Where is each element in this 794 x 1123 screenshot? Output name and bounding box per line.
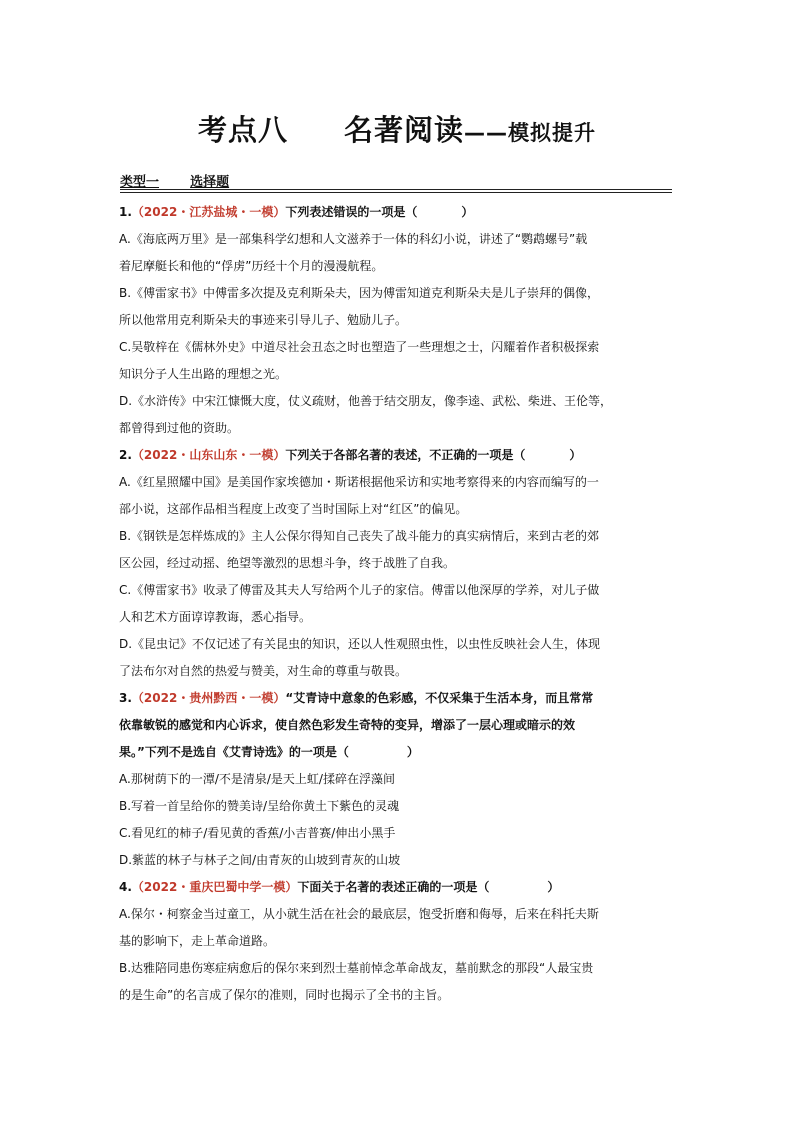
question-text: 下列关于各部名著的表述，不正确的一项是（ bbox=[285, 448, 526, 462]
answer-paren-close: ） bbox=[569, 448, 582, 462]
answer-paren-close: ） bbox=[406, 745, 419, 759]
question-number: 1. bbox=[119, 205, 132, 219]
question-text-cont: 依靠敏锐的感觉和内心诉求，使自然色彩发生奇特的变异，增添了一层心理或暗示的效 bbox=[119, 718, 576, 732]
title-part-3: ——模拟提升 bbox=[464, 121, 597, 145]
option-line: B.《傅雷家书》中傅雷多次提及克利斯朵夫，因为傅雷知道克利斯朵夫是儿子崇拜的偶像， bbox=[119, 286, 600, 300]
question-number: 3. bbox=[119, 691, 132, 705]
question-list bbox=[119, 199, 674, 1009]
question-source: （2022・江苏盐城・一模） bbox=[131, 205, 286, 219]
question-number: 4. bbox=[119, 880, 132, 894]
question-stem bbox=[119, 199, 674, 226]
question-text: “艾青诗中意象的色彩感，不仅采集于生活本身，而且常常 bbox=[285, 691, 594, 705]
option-line: 区公园，经过动摇、绝望等激烈的思想斗争，终于战胜了自我。 bbox=[119, 556, 456, 570]
question-text: 下面关于名著的表述正确的一项是（ bbox=[297, 880, 490, 894]
option-line: B.写着一首呈给你的赞美诗/呈给你黄土下紫色的灵魂 bbox=[119, 799, 400, 813]
title-part-1: 考点八 bbox=[197, 113, 288, 147]
answer-paren-close: ） bbox=[461, 205, 474, 219]
section-rule-bottom bbox=[120, 192, 672, 193]
option-line: 基的影响下，走上革命道路。 bbox=[119, 934, 276, 948]
option-line: 部小说，这部作品相当程度上改变了当时国际上对“红区”的偏见。 bbox=[119, 502, 468, 516]
option-line: 所以他常用克利斯朵夫的事迹来引导儿子、勉励儿子。 bbox=[119, 313, 408, 327]
question-source: （2022・贵州黔西・一模） bbox=[131, 691, 286, 705]
option-line: B.《钢铁是怎样炼成的》主人公保尔得知自己丧失了战斗能力的真实病情后，来到古老的郊 bbox=[119, 529, 600, 543]
option-line: C.《傅雷家书》收录了傅雷及其夫人写给两个儿子的家信。傅雷以他深厚的学养，对儿子做 bbox=[119, 583, 600, 597]
option-line: A.保尔・柯察金当过童工，从小就生活在社会的最底层，饱受折磨和侮辱，后来在科托夫斯 bbox=[119, 907, 599, 921]
option-line: 着尼摩艇长和他的“俘虏”历经十个月的漫漫航程。 bbox=[119, 259, 384, 273]
question-stem bbox=[119, 685, 674, 712]
section-type-label: 类型一 bbox=[120, 175, 160, 190]
option-line: 都曾得到过他的资助。 bbox=[119, 421, 240, 435]
question-stem bbox=[119, 874, 674, 901]
option-line: 的是生命”的名言成了保尔的准则，同时也揭示了全书的主旨。 bbox=[119, 988, 450, 1002]
option-line: D.紫蓝的林子与林子之间/由青灰的山坡到青灰的山坡 bbox=[119, 853, 401, 867]
option-line: D.《昆虫记》不仅记述了有关昆虫的知识，还以人性观照虫性，以虫性反映社会人生，体现 bbox=[119, 637, 601, 651]
section-rule-top bbox=[120, 189, 672, 190]
question-text: 下列表述错误的一项是（ bbox=[285, 205, 418, 219]
question-text-cont bbox=[119, 739, 674, 766]
question-2 bbox=[119, 442, 674, 685]
question-text: 果。”下列不是选自《艾青诗选》的一项是（ bbox=[119, 745, 349, 759]
option-line: A.《红星照耀中国》是美国作家埃德加・斯诺根据他采访和实地考察得来的内容而编写的一 bbox=[119, 475, 599, 489]
question-3 bbox=[119, 685, 674, 874]
option-line: A.《海底两万里》是一部集科学幻想和人文滋养于一体的科幻小说，讲述了“鹦鹉螺号”载 bbox=[119, 232, 588, 246]
question-source: （2022・重庆巴蜀中学一模） bbox=[131, 880, 298, 894]
option-line: B.达雅陪同患伤寒症病愈后的保尔来到烈士墓前悼念革命战友，墓前默念的那段“人最宝贵 bbox=[119, 961, 594, 975]
page-title bbox=[0, 108, 794, 149]
section-header bbox=[120, 171, 672, 191]
option-line: 人和艺术方面谆谆教诲，悉心指导。 bbox=[119, 610, 312, 624]
question-stem bbox=[119, 442, 674, 469]
option-line: A.那树荫下的一潭/不是清泉/是天上虹/揉碎在浮藻间 bbox=[119, 772, 395, 786]
option-line: C.看见红的柿子/看见黄的香蕉/小吉普赛/伸出小黑手 bbox=[119, 826, 396, 840]
answer-paren-close: ） bbox=[547, 880, 560, 894]
question-1 bbox=[119, 199, 674, 442]
question-source: （2022・山东山东・一模） bbox=[131, 448, 286, 462]
title-part-2: 名著阅读 bbox=[344, 113, 465, 147]
section-name: 选择题 bbox=[190, 175, 230, 190]
option-line: 知识分子人生出路的理想之光。 bbox=[119, 367, 288, 381]
question-number: 2. bbox=[119, 448, 132, 462]
question-4 bbox=[119, 874, 674, 1009]
option-line: C.吴敬梓在《儒林外史》中道尽社会丑态之时也塑造了一些理想之士，闪耀着作者积极探索 bbox=[119, 340, 600, 354]
option-line: 了法布尔对自然的热爱与赞美，对生命的尊重与敬畏。 bbox=[119, 664, 408, 678]
option-line: D.《水浒传》中宋江慷慨大度，仗义疏财，他善于结交朋友，像李逵、武松、柴进、王伦等， bbox=[119, 394, 613, 408]
